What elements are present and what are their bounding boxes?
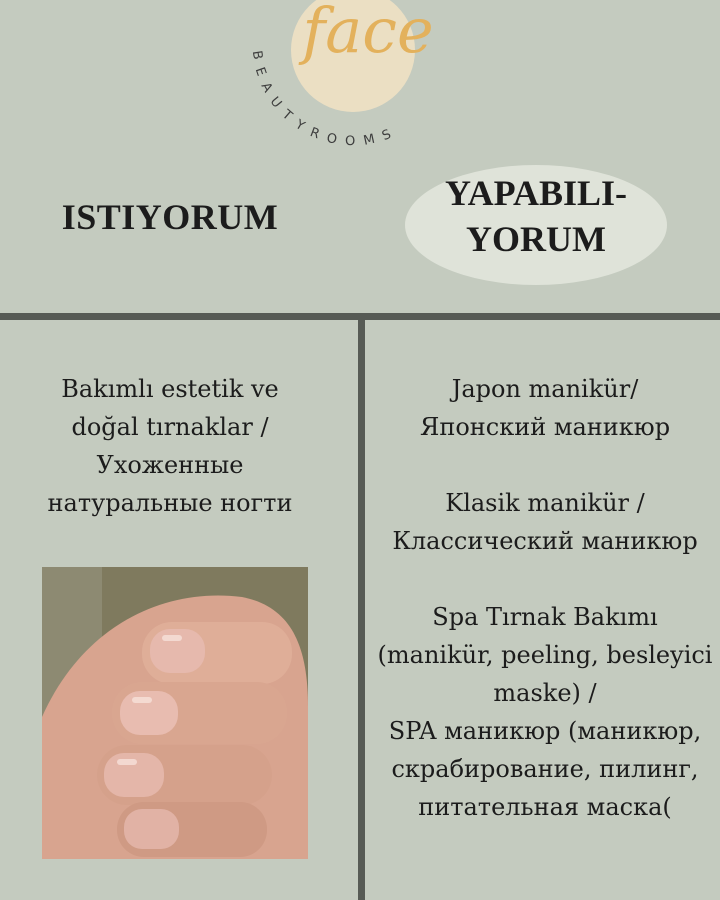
service-line: (manikür, peeling, besleyici [377, 641, 713, 669]
service-item [370, 598, 720, 826]
service-line: скрабирование, пилинг, [391, 755, 699, 783]
service-line: Spa Tırnak Bakımı [432, 603, 658, 631]
heading-can-do [405, 170, 667, 262]
wish-line: натуральные ногти [47, 489, 293, 517]
service-line: Japon manikür/ [451, 375, 639, 403]
service-item [370, 484, 720, 560]
manicured-nails-icon [42, 567, 308, 859]
service-item [370, 370, 720, 446]
heading-can-do-line-2: YORUM [466, 219, 606, 259]
wish-description [20, 370, 320, 522]
logo-script-text: face [302, 0, 434, 67]
service-line: SPA маникюр (маникюр, [388, 717, 702, 745]
vertical-divider [358, 320, 365, 900]
wish-line: doğal tırnaklar / [71, 413, 269, 441]
wish-line: Ухоженные [96, 451, 244, 479]
wish-line: Bakımlı estetik ve [61, 375, 279, 403]
service-line: Японский маникюр [419, 413, 671, 441]
services-list [370, 370, 720, 864]
logo [248, 0, 458, 150]
nails-photo [42, 567, 308, 859]
service-line: maske) / [493, 679, 597, 707]
horizontal-divider [0, 313, 720, 320]
service-line: Klasik manikür / [445, 489, 645, 517]
service-line: Классический маникюр [392, 527, 698, 555]
logo-ring-textpath: BEAUTYROOMS [248, 49, 402, 150]
service-line: питательная маска( [418, 793, 672, 821]
heading-want: ISTIYORUM [61, 197, 279, 237]
heading-can-do-line-1: YAPABILI- [444, 173, 628, 213]
